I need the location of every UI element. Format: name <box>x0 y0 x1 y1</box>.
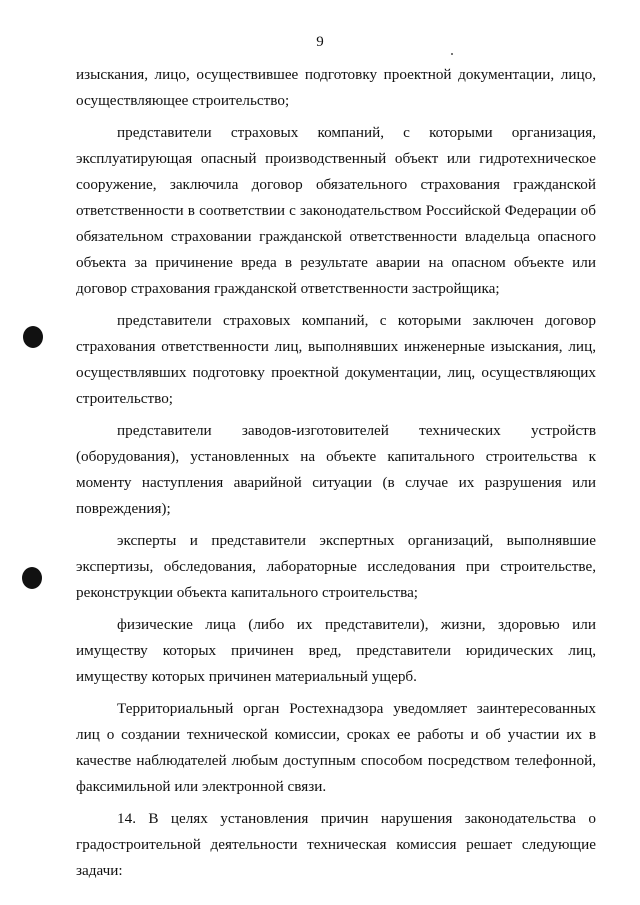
scan-speck <box>451 53 453 55</box>
paragraph-continuation: изыскания, лицо, осуществившее подготовку проектной документации, лицо, осуществляющее строительство; <box>76 66 596 109</box>
paragraph-manufacturers: представители заводов-изготовителей технических устройств (оборудования), установленных на объекте капитального строительства к моменту наступления аварийной ситуации (в случае их разрушения или повреждения); <box>76 422 596 517</box>
paragraph-item-14: 14. В целях установления причин нарушения законодательства о градостроительной деятельности техническая комиссия решает следующие задачи: <box>76 810 596 879</box>
punch-hole-mark <box>23 326 43 348</box>
paragraph-notification: Территориальный орган Ростехнадзора уведомляет заинтересованных лиц о создании технической комиссии, сроках ее работы и об участии их в качестве наблюдателей любым доступным способом посредством телефонной, факсимильной или электронной связи. <box>76 700 596 795</box>
paragraph-experts: эксперты и представители экспертных организаций, выполнявшие экспертизы, обследования, лабораторные исследования при строительстве, реконструкции объекта капитального строительства; <box>76 532 596 601</box>
paragraph-individuals: физические лица (либо их представители), жизни, здоровью или имуществу которых причинен вред, представители юридических лиц, имуществу которых причинен материальный ущерб. <box>76 616 596 685</box>
paragraph-insurance-opo: представители страховых компаний, с которыми организация, эксплуатирующая опасный производственный объект или гидротехническое сооружение, заключила договор обязательного страхования гражданской ответственности в соответствии с законодательством Российской Федерации об обязательном страховании гражданской ответственности владельца опасного объекта за причинение вреда в результате аварии на опасном объекте или договор страхования гражданской ответственности застройщика; <box>76 124 596 297</box>
paragraph-insurance-liability: представители страховых компаний, с которыми заключен договор страхования ответственности лиц, выполнявших инженерные изыскания, лиц, осуществлявших подготовку проектной документации, лиц, осуществляющих строительство; <box>76 312 596 407</box>
document-body <box>76 62 596 884</box>
page-number: 9 <box>316 34 324 50</box>
punch-hole-mark <box>22 567 42 589</box>
